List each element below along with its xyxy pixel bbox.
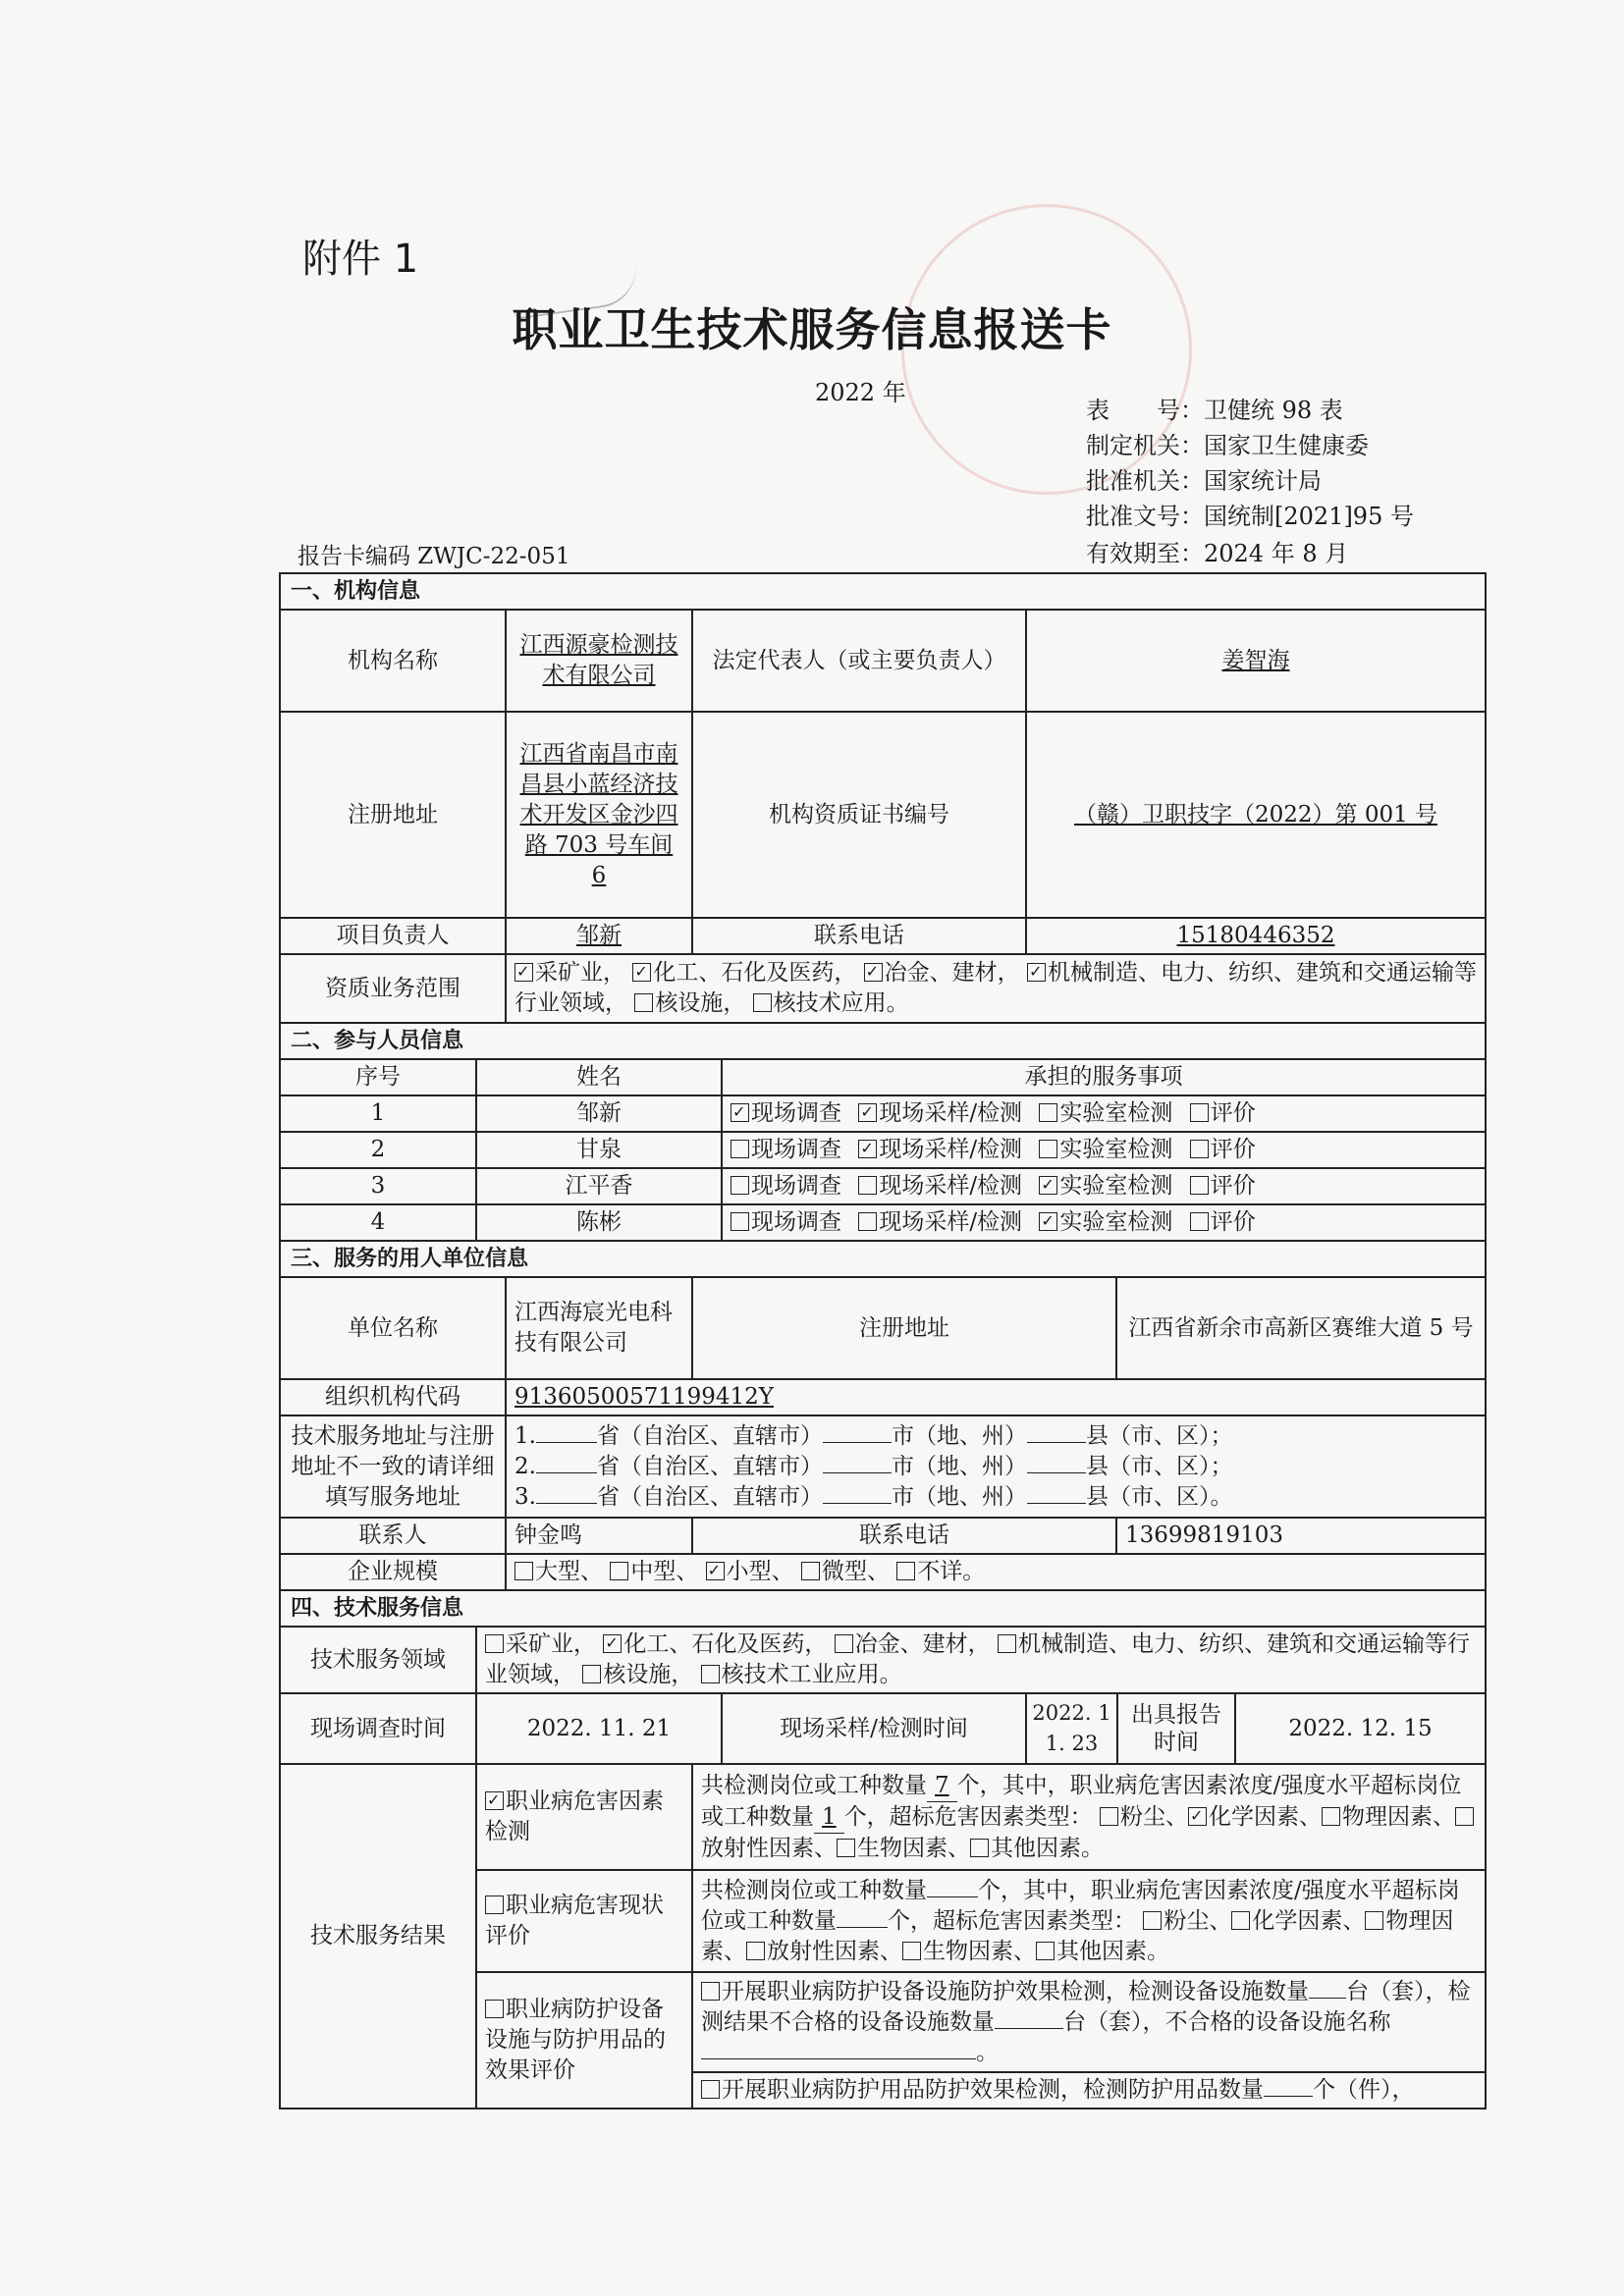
option-label: 核设施， (655, 990, 746, 1016)
contact-name: 钟金鸣 (506, 1518, 692, 1554)
meta-line: 表 号：卫健统 98 表 (1086, 397, 1343, 424)
checkbox[interactable] (1190, 1212, 1209, 1231)
sampling-time-label: 现场采样/检测时间 (722, 1693, 1026, 1764)
province-unit: 省（自治区、直辖市） (596, 1422, 823, 1449)
checkbox[interactable] (610, 1562, 628, 1580)
city-unit: 市（地、州） (891, 1422, 1027, 1449)
text: 个，其中，职业病危害因素浓度/强度水平超标岗位或工种数量 (701, 1772, 1462, 1830)
contact-label: 联系人 (280, 1518, 506, 1554)
checkbox[interactable] (731, 1103, 749, 1122)
text: 台（套），不合格的设备设施名称 (1063, 2008, 1391, 2035)
option-label: 粉尘、 (1164, 1907, 1232, 1934)
section-2-title: 二、参与人员信息 (280, 1023, 1486, 1059)
option-label: 化工、石化及医药， (653, 960, 857, 986)
option-label: 放射性因素、 (701, 1835, 837, 1861)
validity: 有效期至：2024 年 8 月 (1086, 540, 1349, 567)
city-blank[interactable] (823, 1503, 892, 1504)
staff-duties (722, 1132, 1486, 1168)
county-unit: 县（市、区）； (1085, 1422, 1233, 1449)
option-label: 核技术应用。 (773, 990, 909, 1016)
checkbox[interactable] (902, 1942, 921, 1960)
result-2-title: 职业病危害现状评价 (485, 1893, 664, 1949)
option-label: 物理因素、 (1341, 1803, 1455, 1830)
svc-addr-line (514, 1421, 1477, 1452)
option-label: 冶金、建材， (854, 1631, 991, 1657)
duty-option[interactable] (731, 1098, 841, 1129)
option-label: 物理因素、 (701, 1907, 1454, 1964)
domain-option[interactable] (701, 1662, 902, 1687)
option-label: 现场采样/检测 (879, 1209, 1023, 1235)
duty-option[interactable] (1039, 1171, 1172, 1201)
size-option[interactable] (514, 1559, 603, 1584)
checkbox[interactable] (1190, 1176, 1209, 1195)
checkbox[interactable] (1143, 1911, 1162, 1930)
staff-row (280, 1168, 1486, 1204)
factor-option[interactable] (970, 1836, 1104, 1861)
result-2-body (692, 1870, 1486, 1972)
checkbox[interactable] (514, 1562, 533, 1580)
checkbox[interactable] (514, 963, 533, 982)
option-label: 实验室检测 (1059, 1173, 1173, 1199)
org-name-label: 机构名称 (280, 610, 506, 712)
option-label: 生物因素、 (923, 1938, 1036, 1964)
scope-option[interactable] (864, 960, 1020, 986)
option-label: 核设施， (603, 1662, 694, 1687)
staff-no: 2 (280, 1132, 476, 1168)
org-name: 江西源豪检测技术有限公司 (506, 610, 692, 712)
line-no: 1. (514, 1422, 536, 1449)
option-label: 现场调查 (751, 1173, 841, 1199)
pm-label: 项目负责人 (280, 918, 506, 954)
post-count[interactable]: 7 (927, 1771, 957, 1802)
checkbox[interactable] (1188, 1807, 1207, 1826)
duty-option[interactable] (1039, 1135, 1172, 1165)
legal-rep-label: 法定代表人（或主要负责人） (692, 610, 1026, 712)
unit-name: 江西海宸光电科技有限公司 (506, 1277, 692, 1379)
checkbox[interactable] (582, 1665, 601, 1683)
domain-option[interactable] (835, 1631, 991, 1657)
text: 共检测岗位或工种数量 (701, 1877, 927, 1903)
unit-reg-addr-label: 注册地址 (692, 1277, 1116, 1379)
duty-option[interactable] (1039, 1207, 1172, 1238)
fail-name-blank[interactable] (701, 2058, 976, 2059)
svc-addr-line (514, 1452, 1477, 1482)
report-time: 2022. 12. 15 (1288, 1715, 1433, 1741)
scope-label: 资质业务范围 (280, 954, 506, 1023)
duty-option[interactable] (1190, 1135, 1256, 1165)
meta-line: 批准机关：国家统计局 (1086, 467, 1322, 495)
duty-option[interactable] (731, 1207, 841, 1238)
text: 开展职业病防护设备设施防护效果检测，检测设备设施数量 (722, 1978, 1309, 2004)
staff-name: 江平香 (476, 1168, 722, 1204)
option-label: 实验室检测 (1059, 1100, 1173, 1126)
factor-option[interactable] (1100, 1804, 1188, 1830)
option-label: 现场采样/检测 (879, 1173, 1023, 1199)
result-2-label (476, 1870, 692, 1972)
result-3-title: 职业病防护设备设施与防护用品的效果评价 (485, 1997, 666, 2083)
checkbox[interactable] (1322, 1807, 1340, 1826)
duty-option[interactable] (731, 1135, 841, 1165)
svc-addr-line (514, 1482, 1477, 1513)
staff-no: 1 (280, 1095, 476, 1132)
org-code: 91360500571199412Y (506, 1379, 1486, 1415)
checkbox[interactable] (701, 2080, 720, 2099)
option-label: 现场采样/检测 (879, 1137, 1023, 1162)
factor-option[interactable] (1036, 1939, 1169, 1964)
result-3-label (476, 1972, 692, 2109)
checkbox[interactable] (837, 1839, 855, 1857)
checkbox[interactable] (1231, 1911, 1250, 1930)
result-3-body (692, 1972, 1486, 2072)
checkbox[interactable] (1039, 1212, 1057, 1231)
province-blank[interactable] (536, 1472, 597, 1473)
option-label: 生物因素、 (857, 1835, 970, 1861)
checkbox[interactable] (634, 993, 653, 1012)
checkbox[interactable] (1455, 1807, 1474, 1826)
post-count-blank[interactable] (927, 1896, 978, 1897)
option-label: 评价 (1210, 1100, 1256, 1126)
staff-name: 陈彬 (476, 1204, 722, 1241)
checkbox[interactable] (801, 1562, 820, 1580)
duty-option[interactable] (1039, 1098, 1172, 1129)
report-code: 报告卡编码 ZWJC-22-051 (298, 544, 570, 569)
line-no: 3. (514, 1483, 536, 1510)
option-label: 现场调查 (751, 1100, 841, 1126)
text: 。 (976, 2039, 999, 2065)
county-unit: 县（市、区）； (1085, 1453, 1233, 1479)
header-name: 姓名 (476, 1059, 722, 1095)
text: 个，其中，职业病危害因素浓度/强度水平超标岗位或工种数量 (701, 1877, 1460, 1934)
scope-option[interactable] (753, 990, 909, 1016)
factor-option[interactable] (1231, 1908, 1365, 1934)
staff-row (280, 1095, 1486, 1132)
checkbox[interactable] (1365, 1911, 1383, 1930)
option-label: 核技术工业应用。 (721, 1662, 902, 1687)
duty-option[interactable] (1190, 1207, 1256, 1238)
svc-addr-lines (506, 1415, 1486, 1518)
option-label: 中型、 (630, 1559, 699, 1584)
checkbox[interactable] (858, 1140, 877, 1158)
option-label: 评价 (1210, 1209, 1256, 1235)
option-label: 机械制造、电力、纺织、建筑和交通运输等行业领域， (485, 1631, 1470, 1687)
text: 个（件）， (1313, 2077, 1415, 2103)
option-label: 其他因素。 (1056, 1938, 1169, 1964)
cert-label: 机构资质证书编号 (692, 712, 1026, 918)
org-code-label: 组织机构代码 (280, 1379, 506, 1415)
checkbox[interactable] (1039, 1176, 1057, 1195)
option-label: 评价 (1210, 1173, 1256, 1199)
phone-label: 联系电话 (692, 918, 1026, 954)
domain-option[interactable] (603, 1631, 827, 1657)
duty-option[interactable] (1190, 1171, 1256, 1201)
county-blank[interactable] (1027, 1472, 1086, 1473)
option-label: 放射性因素、 (767, 1938, 902, 1964)
city-unit: 市（地、州） (891, 1453, 1027, 1479)
size-option[interactable] (706, 1559, 794, 1584)
checkbox[interactable] (970, 1839, 989, 1857)
page-title: 职业卫生技术服务信息报送卡 (512, 303, 1112, 356)
unit-label: 单位名称 (280, 1277, 506, 1379)
factor-option[interactable] (1143, 1908, 1231, 1934)
duty-option[interactable] (858, 1135, 1022, 1165)
checkbox[interactable] (1100, 1807, 1118, 1826)
duty-option[interactable] (858, 1098, 1022, 1129)
domain-option[interactable] (485, 1631, 596, 1657)
factor-option[interactable] (837, 1836, 970, 1861)
exceed-count-blank[interactable] (837, 1927, 888, 1928)
option-label: 微型、 (821, 1559, 890, 1584)
line-no: 2. (514, 1453, 536, 1479)
domain-options (476, 1627, 1486, 1693)
checkbox[interactable] (1039, 1103, 1057, 1122)
sampling-time: 2022. 11. 23 (1032, 1701, 1111, 1755)
option-label: 化工、石化及医药， (623, 1631, 828, 1657)
contact-phone-label: 联系电话 (692, 1518, 1116, 1554)
duty-option[interactable] (1190, 1098, 1256, 1129)
factor-option[interactable] (1322, 1804, 1455, 1830)
size-option[interactable] (610, 1559, 698, 1584)
staff-name: 甘泉 (476, 1132, 722, 1168)
factor-option[interactable] (1188, 1804, 1322, 1830)
checkbox[interactable] (858, 1212, 877, 1231)
checkbox[interactable] (864, 963, 883, 982)
checkbox[interactable] (701, 1665, 720, 1683)
checkbox[interactable] (1036, 1942, 1055, 1960)
checkbox[interactable] (998, 1634, 1016, 1653)
checkbox[interactable] (1190, 1103, 1209, 1122)
phone: 15180446352 (1026, 918, 1486, 954)
option-label: 采矿业， (535, 960, 625, 986)
survey-time: 2022. 11. 21 (476, 1693, 722, 1764)
option-label: 化学因素、 (1208, 1803, 1322, 1830)
result-label: 技术服务结果 (280, 1764, 476, 2109)
city-blank[interactable] (823, 1472, 892, 1473)
province-unit: 省（自治区、直辖市） (596, 1453, 823, 1479)
option-label: 现场调查 (751, 1137, 841, 1162)
header-duties: 承担的服务事项 (722, 1059, 1486, 1095)
survey-time-label: 现场调查时间 (280, 1693, 476, 1764)
staff-duties (722, 1095, 1486, 1132)
staff-no: 4 (280, 1204, 476, 1241)
checkbox[interactable] (1190, 1140, 1209, 1158)
option-label: 冶金、建材， (884, 960, 1020, 986)
reg-addr: 江西省南昌市南昌县小蓝经济技术开发区金沙四路 703 号车间 6 (506, 712, 692, 918)
report-time-label: 出具报告时间 (1116, 1694, 1236, 1763)
pm-name: 邹新 (506, 918, 692, 954)
domain-option[interactable] (582, 1662, 693, 1687)
scope-option[interactable] (514, 960, 625, 986)
staff-row (280, 1204, 1486, 1241)
option-label: 化学因素、 (1252, 1907, 1366, 1934)
section-1-title: 一、机构信息 (280, 573, 1486, 610)
domain-label: 技术服务领域 (280, 1627, 476, 1693)
checkbox[interactable] (485, 1896, 504, 1914)
option-label: 粉尘、 (1119, 1803, 1188, 1830)
checkbox[interactable] (746, 1942, 765, 1960)
fail-count-blank[interactable] (995, 2028, 1063, 2029)
option-label: 实验室检测 (1059, 1137, 1173, 1162)
staff-duties (722, 1204, 1486, 1241)
section-4-title: 四、技术服务信息 (280, 1590, 1486, 1627)
checkbox[interactable] (1027, 963, 1046, 982)
county-blank[interactable] (1027, 1503, 1086, 1504)
staff-no: 3 (280, 1168, 476, 1204)
province-blank[interactable] (536, 1503, 597, 1504)
size-option[interactable] (896, 1559, 985, 1584)
result-1-title: 职业病危害因素检测 (485, 1789, 664, 1844)
checkbox[interactable] (835, 1634, 853, 1653)
checkbox[interactable] (753, 993, 772, 1012)
size-label: 企业规模 (280, 1554, 506, 1590)
checkbox[interactable] (858, 1176, 877, 1195)
duty-option[interactable] (858, 1171, 1022, 1201)
legal-rep: 姜智海 (1026, 610, 1486, 712)
checkbox[interactable] (731, 1140, 749, 1158)
factor-option[interactable] (746, 1939, 902, 1964)
city-blank[interactable] (823, 1442, 892, 1443)
checkbox[interactable] (896, 1562, 915, 1580)
reg-addr-label: 注册地址 (280, 712, 506, 918)
option-label: 采矿业， (506, 1631, 596, 1657)
checkbox[interactable] (1039, 1140, 1057, 1158)
attachment-label: 附件 1 (302, 237, 419, 282)
sampling-report-cell (1026, 1693, 1486, 1764)
checkbox[interactable] (731, 1212, 749, 1231)
checkbox[interactable] (485, 1634, 504, 1653)
county-unit: 县（市、区）。 (1085, 1483, 1233, 1510)
meta-line: 制定机关：国家卫生健康委 (1086, 432, 1369, 459)
option-label: 评价 (1210, 1137, 1256, 1162)
city-unit: 市（地、州） (891, 1483, 1027, 1510)
option-label: 实验室检测 (1059, 1209, 1173, 1235)
unit-reg-addr: 江西省新余市高新区赛维大道 5 号 (1116, 1277, 1486, 1379)
exceed-count[interactable]: 1 (814, 1802, 844, 1834)
contact-phone: 13699819103 (1116, 1518, 1486, 1554)
duty-option[interactable] (731, 1171, 841, 1201)
text: 开展职业病防护用品防护效果检测，检测防护用品数量 (722, 2077, 1264, 2103)
duty-option[interactable] (858, 1207, 1022, 1238)
option-label: 其他因素。 (991, 1835, 1104, 1861)
checkbox[interactable] (603, 1634, 622, 1653)
staff-row (280, 1132, 1486, 1168)
scope-options (506, 954, 1486, 1023)
size-option[interactable] (801, 1559, 890, 1584)
scope-option[interactable] (632, 960, 856, 986)
staff-duties (722, 1168, 1486, 1204)
text: 个，超标危害因素类型： (843, 1803, 1093, 1830)
option-label: 现场调查 (751, 1209, 841, 1235)
meta-line: 批准文号：国统制[2021]95 号 (1086, 503, 1414, 530)
header-no: 序号 (280, 1059, 476, 1095)
option-label: 大型、 (535, 1559, 603, 1584)
checkbox[interactable] (632, 963, 651, 982)
svc-addr-label: 技术服务地址与注册地址不一致的请详细填写服务地址 (280, 1415, 506, 1518)
report-form-table (279, 572, 1487, 2109)
checkbox[interactable] (485, 1791, 504, 1810)
option-label: 小型、 (726, 1559, 794, 1584)
checkbox[interactable] (858, 1103, 877, 1122)
text: 个，超标危害因素类型： (888, 1907, 1136, 1934)
equip-count-blank[interactable] (1309, 1998, 1346, 1999)
checkbox[interactable] (731, 1176, 749, 1195)
checkbox[interactable] (485, 2000, 504, 2018)
scope-option[interactable] (634, 990, 745, 1016)
checkbox[interactable] (706, 1562, 725, 1580)
option-label: 现场采样/检测 (879, 1100, 1023, 1126)
size-options (506, 1554, 1486, 1590)
report-year: 2022 年 (815, 379, 906, 406)
province-unit: 省（自治区、直辖市） (596, 1483, 823, 1510)
result-1-body (692, 1764, 1486, 1870)
cert-number: （赣）卫职技字（2022）第 001 号 (1026, 712, 1486, 918)
factor-option[interactable] (902, 1939, 1036, 1964)
option-label: 机械制造、电力、纺织、建筑和交通运输等行业领域， (514, 960, 1477, 1016)
province-blank[interactable] (536, 1442, 597, 1443)
text: 台（套），检测结果不合格的设备设施数量 (701, 1978, 1471, 2035)
result-1-label (476, 1764, 692, 1870)
text: 共检测岗位或工种数量 (701, 1772, 927, 1798)
option-label: 不详。 (917, 1559, 986, 1584)
section-3-title: 三、服务的用人单位信息 (280, 1241, 1486, 1277)
ppe-count-blank[interactable] (1264, 2096, 1313, 2097)
checkbox[interactable] (701, 1982, 720, 2001)
form-meta (1086, 393, 1414, 534)
result-3-body-ppe (692, 2072, 1486, 2109)
county-blank[interactable] (1027, 1442, 1086, 1443)
staff-name: 邹新 (476, 1095, 722, 1132)
